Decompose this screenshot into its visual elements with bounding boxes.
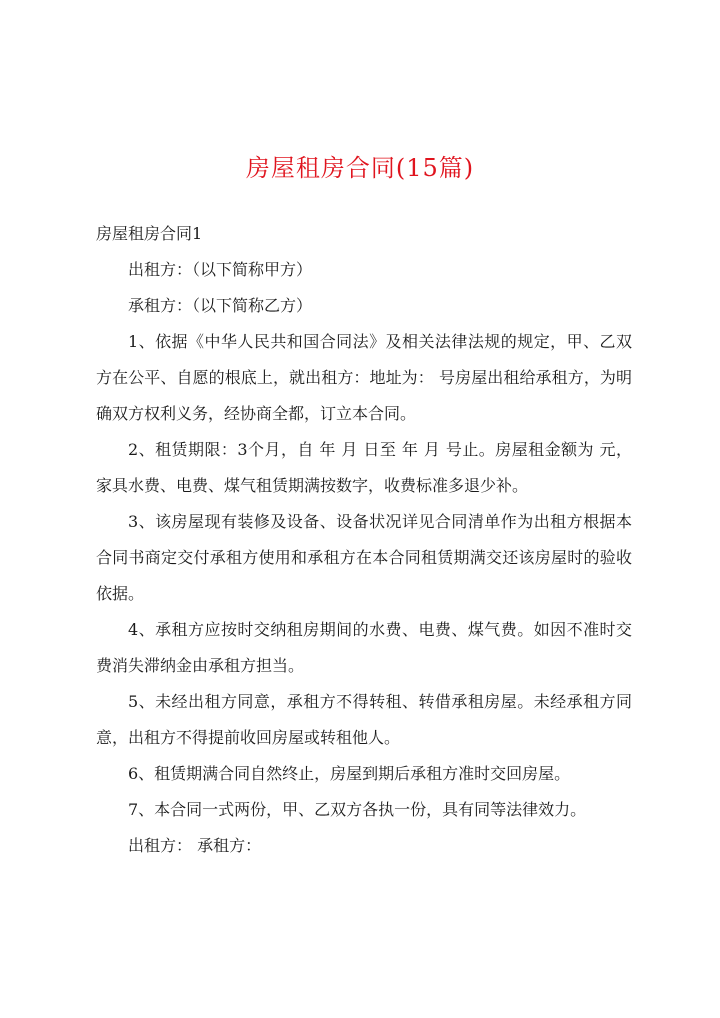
clause-6: 6、租赁期满合同自然终止，房屋到期后承租方准时交回房屋。	[128, 764, 571, 783]
clause-7: 7、本合同一式两份，甲、乙双方各执一份，具有同等法律效力。	[128, 800, 587, 819]
clause-2: 2、租赁期限：3个月，自 年 月 日至 年 月 号止。房屋租金额为 元， 家具水费、电费、煤气租赁期满按数字，收费标准多退少补。	[96, 440, 632, 495]
signature-line: 出租方： 承租方：	[128, 836, 262, 855]
clause-3: 3、该房屋现有装修及设备、设备状况详见合同清单作为出租方根据本合同书商定交付承租方使用和承租方在本合同租赁期满交还该房屋时的验收依据。	[96, 512, 632, 603]
clause-4: 4、承租方应按时交纳租房期间的水费、电费、煤气费。如因不准时交费消失滞纳金由承租方担当。	[96, 620, 632, 675]
clause-5: 5、未经出租方同意，承租方不得转租、转借承租房屋。未经承租方同意，出租方不得提前收回房屋或转租他人。	[96, 692, 632, 747]
section-heading: 房屋租房合同1	[96, 224, 203, 243]
clause-1: 1、依据《中华人民共和国合同法》及相关法律法规的规定，甲、乙双方在公平、自愿的根底上，就出租方：地址为： 号房屋出租给承租方，为明确双方权利义务，经协商全都，订立本合同。	[96, 332, 632, 423]
document-title: 房屋租房合同(15篇)	[245, 154, 475, 182]
document-body	[96, 216, 632, 864]
lessee-line: 承租方：（以下简称乙方）	[128, 296, 313, 315]
lessor-line: 出租方：（以下简称甲方）	[128, 260, 313, 279]
